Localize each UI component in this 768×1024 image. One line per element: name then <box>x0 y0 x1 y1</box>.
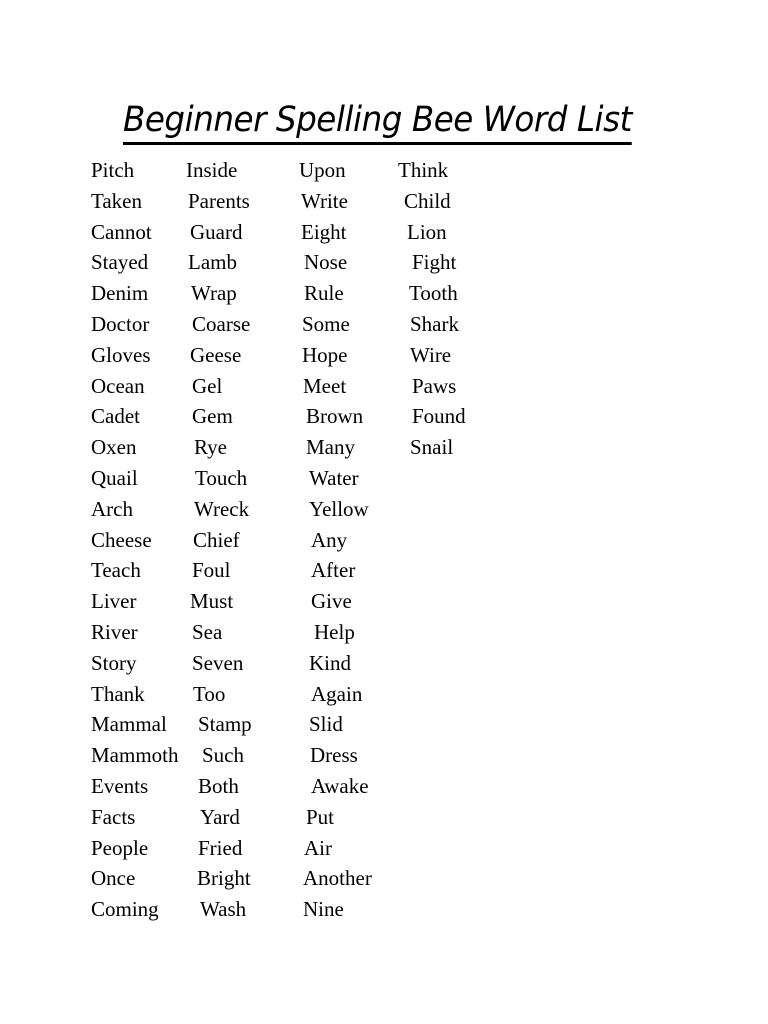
word-item: Coarse <box>192 311 251 336</box>
word-item: Slid <box>309 712 343 737</box>
word-item: Mammoth <box>91 743 179 768</box>
word-item: Any <box>311 527 348 552</box>
word-item: Awake <box>311 773 369 798</box>
word-item: Inside <box>186 158 238 182</box>
word-item: Hope <box>302 342 348 367</box>
word-item: Events <box>91 773 149 798</box>
word-item: Sea <box>192 619 223 644</box>
word-item: Fight <box>412 250 457 275</box>
word-item: Gel <box>192 373 223 398</box>
word-item: Lamb <box>188 250 237 275</box>
word-list <box>0 153 768 943</box>
word-item: Teach <box>91 558 141 583</box>
word-column-2 <box>186 153 252 923</box>
word-item: Rye <box>194 435 227 460</box>
word-item: Rule <box>304 281 344 306</box>
word-column-4 <box>398 153 466 461</box>
word-item: Fried <box>198 835 243 860</box>
word-item: Gloves <box>91 342 151 367</box>
word-item: Brown <box>306 404 364 429</box>
word-item: Dress <box>310 743 358 768</box>
word-item: Bright <box>197 866 251 891</box>
word-item: Tooth <box>409 281 458 306</box>
word-item: Geese <box>190 342 242 367</box>
word-item: Some <box>302 311 350 336</box>
word-item: Thank <box>91 681 145 706</box>
word-item: Chief <box>193 527 240 552</box>
word-item: Think <box>398 158 449 182</box>
word-item: Once <box>91 866 136 891</box>
word-item: Wire <box>410 342 452 367</box>
word-item: Yellow <box>309 496 369 521</box>
word-item: Air <box>304 835 332 860</box>
word-item: Pitch <box>91 158 135 182</box>
word-item: Help <box>314 619 355 644</box>
word-item: After <box>311 558 356 583</box>
word-item: Yard <box>200 804 240 829</box>
word-item: Touch <box>195 465 248 490</box>
word-item: Oxen <box>91 435 137 460</box>
word-column-1 <box>91 153 179 923</box>
word-item: Wash <box>200 897 247 922</box>
word-item: Gem <box>192 404 233 429</box>
word-item: Facts <box>91 804 136 829</box>
word-item: Mammal <box>91 712 167 737</box>
word-item: Doctor <box>91 311 150 336</box>
word-item: Write <box>301 188 348 213</box>
word-item: Story <box>91 650 137 675</box>
word-item: Taken <box>91 188 143 213</box>
word-item: Eight <box>301 219 347 244</box>
word-column-3 <box>299 153 372 923</box>
word-item: Ocean <box>91 373 145 398</box>
word-item: River <box>91 619 138 644</box>
word-item: Upon <box>299 158 346 182</box>
word-item: Many <box>306 435 355 460</box>
word-item: Cheese <box>91 527 152 552</box>
word-item: Stayed <box>91 250 149 275</box>
word-item: Again <box>311 681 363 706</box>
word-item: Nose <box>304 250 348 275</box>
word-item: Liver <box>91 589 137 614</box>
word-item: Cannot <box>91 219 152 244</box>
word-item: Meet <box>303 373 347 398</box>
word-item: Water <box>309 465 359 490</box>
word-item: Must <box>190 589 234 614</box>
word-item: People <box>91 835 149 860</box>
word-item: Guard <box>190 219 243 244</box>
word-item: Denim <box>91 281 149 306</box>
word-item: Coming <box>91 897 159 922</box>
word-item: Nine <box>303 897 344 922</box>
word-item: Stamp <box>198 712 252 737</box>
word-item: Snail <box>410 435 454 460</box>
word-item: Paws <box>412 373 457 398</box>
word-item: Cadet <box>91 404 140 429</box>
page-title: Beginner Spelling Bee Word List <box>123 98 632 145</box>
word-item: Seven <box>192 650 244 675</box>
word-item: Child <box>404 188 451 213</box>
word-item: Wreck <box>194 496 250 521</box>
word-item: Give <box>311 589 352 614</box>
word-item: Found <box>412 404 466 429</box>
word-item: Put <box>306 804 335 829</box>
word-item: Foul <box>192 558 231 583</box>
word-item: Shark <box>410 311 459 336</box>
word-item: Such <box>202 743 244 768</box>
word-item: Quail <box>91 465 138 490</box>
word-item: Another <box>303 866 372 891</box>
word-item: Wrap <box>191 281 237 306</box>
word-item: Lion <box>407 219 447 244</box>
word-item: Parents <box>188 188 250 213</box>
word-item: Arch <box>91 496 133 521</box>
word-item: Both <box>198 773 239 798</box>
word-item: Kind <box>309 650 351 675</box>
word-item: Too <box>193 681 226 706</box>
